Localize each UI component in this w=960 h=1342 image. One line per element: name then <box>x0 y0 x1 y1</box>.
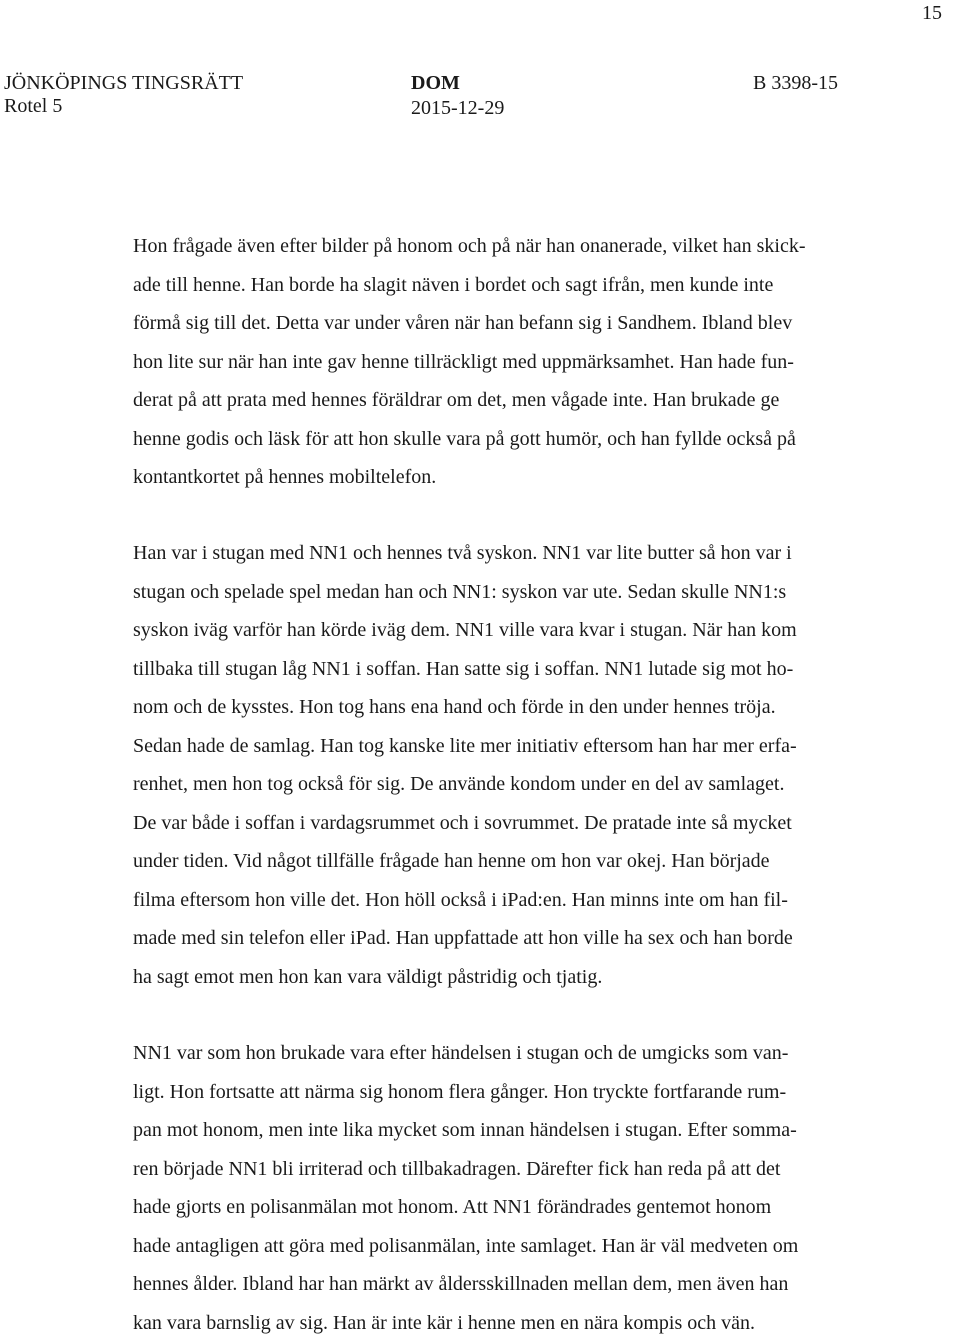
text-line: ade till henne. Han borde ha slagit näven i bordet och sagt ifrån, men kunde inte <box>133 266 873 305</box>
text-line: hade gjorts en polisanmälan mot honom. Att NN1 förändrades gentemot honom <box>133 1188 873 1227</box>
text-line: pan mot honom, men inte lika mycket som innan händelsen i stugan. Efter somma- <box>133 1111 873 1150</box>
text-line: hade antagligen att göra med polisanmälan, inte samlaget. Han är väl medveten om <box>133 1227 873 1266</box>
text-line: ligt. Hon fortsatte att närma sig honom flera gånger. Hon tryckte fortfarande rum- <box>133 1073 873 1112</box>
division-name: Rotel 5 <box>4 95 62 118</box>
text-line: hon lite sur när han inte gav henne tillräckligt med uppmärksamhet. Han hade fun- <box>133 343 873 382</box>
text-line: Sedan hade de samlag. Han tog kanske lite mer initiativ eftersom han har mer erfa- <box>133 727 873 766</box>
text-line: nom och de kysstes. Hon tog hans ena hand och förde in den under hennes tröja. <box>133 688 873 727</box>
case-number: B 3398-15 <box>753 72 838 95</box>
paragraph <box>133 227 873 497</box>
text-line: ha sagt emot men hon kan vara väldigt påstridig och tjatig. <box>133 958 873 997</box>
text-line: derat på att prata med hennes föräldrar om det, men vågade inte. Han brukade ge <box>133 381 873 420</box>
text-line: filma eftersom hon ville det. Hon höll också i iPad:en. Han minns inte om han fil- <box>133 881 873 920</box>
text-line: under tiden. Vid något tillfälle frågade han henne om hon var okej. Han började <box>133 842 873 881</box>
text-line: Hon frågade även efter bilder på honom och på när han onanerade, vilket han skick- <box>133 227 873 266</box>
court-name: JÖNKÖPINGS TINGSRÄTT <box>4 72 243 95</box>
text-line: syskon iväg varför han körde iväg dem. NN1 ville vara kvar i stugan. När han kom <box>133 611 873 650</box>
text-line: ren började NN1 bli irriterad och tillbakadragen. Därefter fick han reda på att det <box>133 1150 873 1189</box>
paragraph <box>133 1034 873 1342</box>
document-type: DOM <box>411 72 460 95</box>
text-line: NN1 var som hon brukade vara efter händelsen i stugan och de umgicks som van- <box>133 1034 873 1073</box>
text-line: made med sin telefon eller iPad. Han uppfattade att hon ville ha sex och han borde <box>133 919 873 958</box>
text-line: renhet, men hon tog också för sig. De använde kondom under en del av samlaget. <box>133 765 873 804</box>
document-date: 2015-12-29 <box>411 97 504 120</box>
text-line: kontantkortet på hennes mobiltelefon. <box>133 458 873 497</box>
text-line: henne godis och läsk för att hon skulle vara på gott humör, och han fyllde också på <box>133 420 873 459</box>
paragraph <box>133 534 873 996</box>
text-line: tillbaka till stugan låg NN1 i soffan. Han satte sig i soffan. NN1 lutade sig mot ho- <box>133 650 873 689</box>
text-line: förmå sig till det. Detta var under våren när han befann sig i Sandhem. Ibland blev <box>133 304 873 343</box>
page-number: 15 <box>922 2 942 25</box>
text-line: kan vara barnslig av sig. Han är inte kär i henne men en nära kompis och vän. <box>133 1304 873 1342</box>
text-line: De var både i soffan i vardagsrummet och i sovrummet. De pratade inte så mycket <box>133 804 873 843</box>
text-line: stugan och spelade spel medan han och NN1: syskon var ute. Sedan skulle NN1:s <box>133 573 873 612</box>
text-line: hennes ålder. Ibland har han märkt av åldersskillnaden mellan dem, men även han <box>133 1265 873 1304</box>
text-line: Han var i stugan med NN1 och hennes två syskon. NN1 var lite butter så hon var i <box>133 534 873 573</box>
